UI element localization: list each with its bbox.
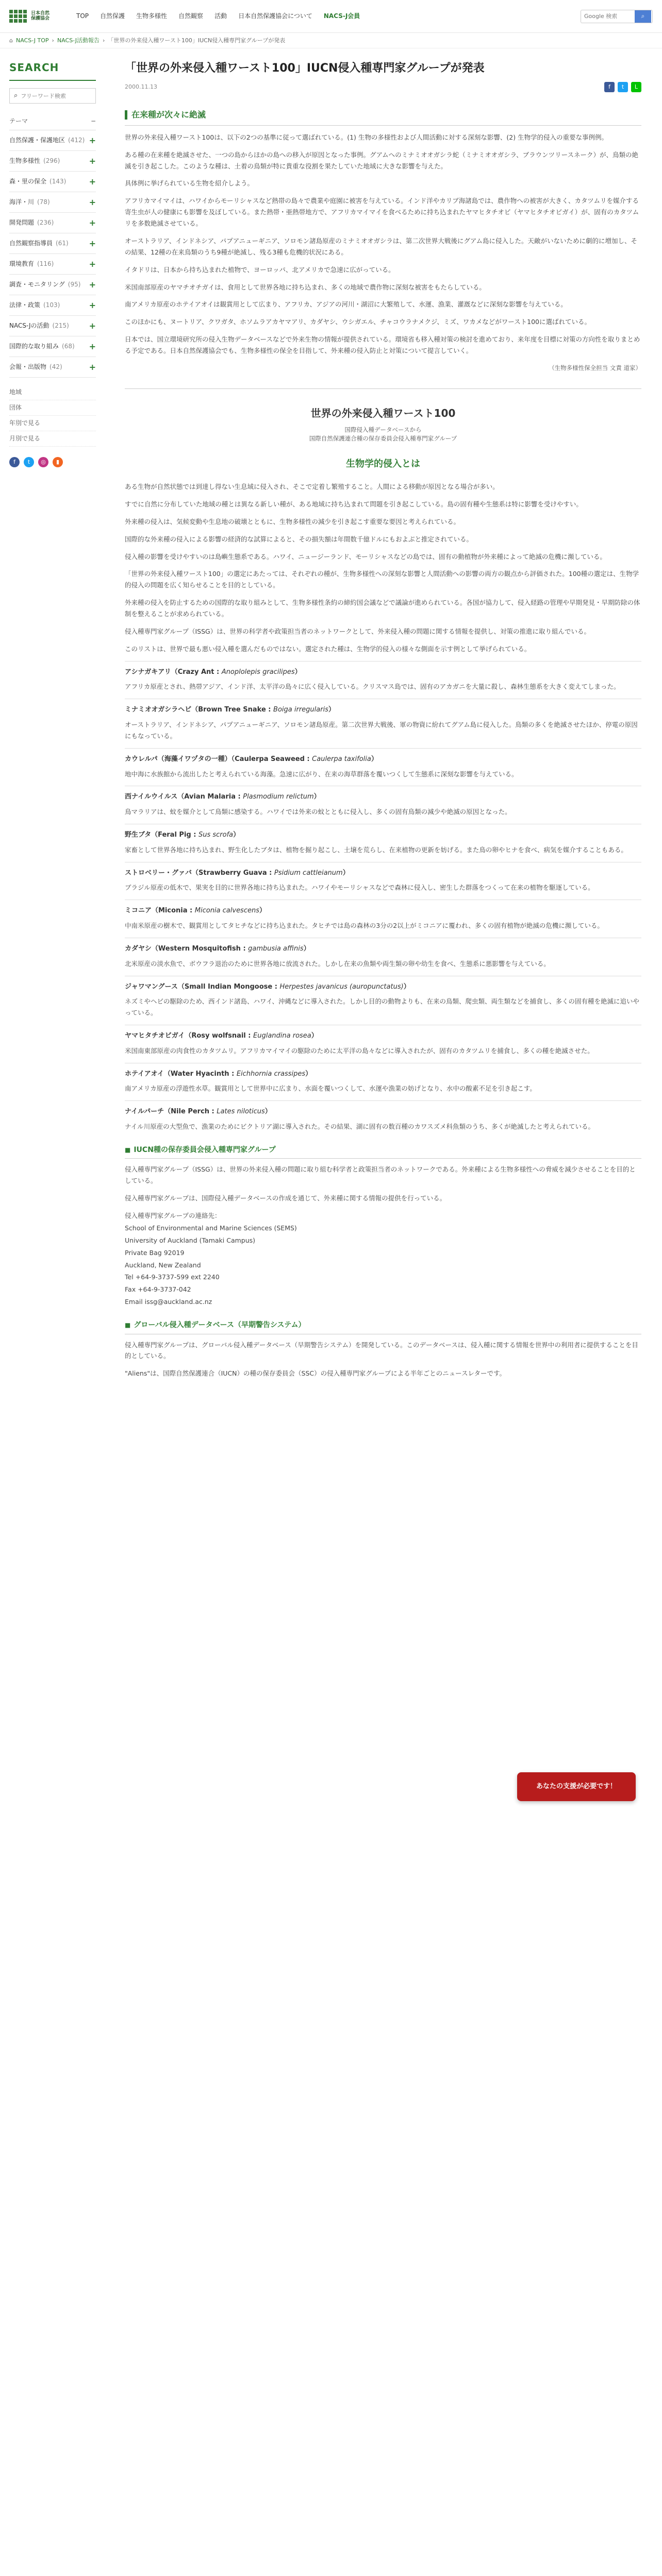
species-name xyxy=(125,1106,641,1118)
sidebar-search-input[interactable] xyxy=(21,93,88,99)
section-paragraph: 日本では、国立環境研究所の侵入生物データベースなどで外来生物の情報が提供されている。環境省も移入種対策の検討を進めており、来年度を目標に対策の方向性を取りまとめる予定である。日本自然保護協会でも、生物多様性の保全を目指して、外来種の侵入防止と対策について提言していく。 xyxy=(125,335,640,355)
global-nav xyxy=(76,11,581,22)
section-paragraph: 南アメリカ原産のホテイアオイは観賞用として広まり、アフリカ、アジアの河川・湖沼に大繁殖して、水運、漁業、灌漑などに深刻な影響を与えている。 xyxy=(125,300,567,309)
species-name xyxy=(125,704,641,716)
sidebar-category-count: (103) xyxy=(43,301,60,309)
social-links xyxy=(9,457,96,467)
species-description: 北米原産の淡水魚で、ボウフラ退治のために世界各地に放流された。しかし在来の魚類や両生類の卵や幼生を食べ、生態系に悪影響を与えている。 xyxy=(125,959,550,968)
section-signature: （生物多様性保全担当 文責 道家） xyxy=(549,364,641,371)
share-buttons xyxy=(604,82,641,92)
species-description: オーストラリア、インドネシア、パプアニューギニア、ソロモン諸島原産。第二次世界大戦後、軍の物資に紛れてグアム島に侵入した。鳥類の多くを絶滅させたほか、停電の原因にもなっている。 xyxy=(125,721,638,740)
species-scientific-name: Anoplolepis gracilipes xyxy=(221,668,295,676)
species-name-close: ） xyxy=(233,831,240,839)
document-paragraph: 「世界の外来侵入種ワースト100」の選定にあたっては、それぞれの種が、生物多様性への深刻な影響と人間活動への影響の両方の観点から評価された。100種の選定は、生物学的侵入の問題を広く知らせることを目的としている。 xyxy=(125,570,639,589)
species-entry xyxy=(125,786,641,818)
species-entry xyxy=(125,748,641,780)
document-title: 世界の外来侵入種ワースト100 xyxy=(310,407,456,420)
species-scientific-name: Herpestes javanicus (auropunctatus) xyxy=(279,982,404,991)
species-name-close: ） xyxy=(259,907,267,915)
sidebar-category-count: (95) xyxy=(68,281,81,288)
page-title: 「世界の外来侵入種ワースト100」IUCN侵入種専門家グループが発表 xyxy=(125,62,485,75)
species-common-name: ストロベリー・グァバ（Strawberry Guava : xyxy=(125,869,274,877)
species-description: ブラジル原産の低木で、果実を目的に世界各地に持ち込まれた。ハワイやモーリシャスなどで森林に侵入し、密生した群落をつくって在来の植物を駆逐している。 xyxy=(125,884,594,892)
sidebar-category-label: 開発問題 xyxy=(9,219,35,226)
sidebar-category[interactable] xyxy=(9,151,96,172)
contact-line: Auckland, New Zealand xyxy=(125,1261,201,1269)
twitter-share-icon[interactable]: t xyxy=(618,82,628,92)
species-entry xyxy=(125,1100,641,1132)
sidebar-filter-item[interactable]: 地域 xyxy=(9,385,96,400)
species-common-name: 野生ブタ（Feral Pig : xyxy=(125,831,198,839)
section-paragraph: 米国南部原産のヤマチオチガイは、食用として世界各地に持ち込まれ、多くの地域で農作物に深刻な被害をもたらしている。 xyxy=(125,283,486,291)
species-description: 米国南東部原産の肉食性のカタツムリ。アフリカマイマイの駆除のために太平洋の島々などに導入されたが、固有のカタツムリを捕食し、多くの種を絶滅させた。 xyxy=(125,1046,594,1055)
species-name xyxy=(125,1069,641,1080)
species-name xyxy=(125,943,641,955)
species-scientific-name: Psidium cattleianum xyxy=(274,869,343,877)
document-paragraph: すでに自然に分布していた地域の種とは異なる新しい種が、ある地域に持ち込まれて問題を引き起こしている。島の固有種や生態系は特に影響を受けやすい。 xyxy=(125,500,583,508)
gisd-paragraph: "Aliens"は、国際自然保護連合（IUCN）の種の保存委員会（SSC）の侵入種専門家グループによる半年ごとのニュースレターです。 xyxy=(125,1369,506,1378)
sidebar-category-label: 環境教育 xyxy=(9,260,35,267)
home-icon: ⌂ xyxy=(9,37,13,44)
species-scientific-name: gambusia affinis xyxy=(248,944,304,953)
sidebar-category[interactable] xyxy=(9,213,96,233)
breadcrumb-reports[interactable]: NACS-J活動報告 xyxy=(57,37,100,44)
site-header xyxy=(0,0,662,33)
contact-line: University of Auckland (Tamaki Campus) xyxy=(125,1236,256,1244)
sidebar-category-label: NACS-Jの活動 xyxy=(9,322,49,329)
twitter-icon[interactable]: t xyxy=(24,457,34,467)
section-body xyxy=(125,132,641,357)
plus-icon[interactable]: + xyxy=(89,300,96,310)
species-scientific-name: Boiga irregularis xyxy=(273,706,328,714)
contact-line: School of Environmental and Marine Sciences (SEMS) xyxy=(125,1224,297,1232)
plus-icon[interactable]: + xyxy=(89,238,96,248)
species-entry xyxy=(125,699,641,742)
species-common-name: ホテイアオイ（Water Hyacinth : xyxy=(125,1070,237,1078)
plus-icon[interactable]: + xyxy=(89,135,96,145)
issg-body xyxy=(125,1164,641,1204)
species-scientific-name: Miconia calvescens xyxy=(194,907,259,915)
species-common-name: ナイルパーチ（Nile Perch : xyxy=(125,1108,217,1116)
gisd-paragraph: 侵入種専門家グループは、グローバル侵入種データベース（早期警告システム）を開発している。このデータベースは、侵入種に関する情報を世界中の利用者に提供することを目的としている。 xyxy=(125,1341,638,1360)
species-scientific-name: Eichhornia crassipes xyxy=(236,1070,306,1078)
sidebar-category-label-group xyxy=(9,176,66,187)
sidebar-category-count: (68) xyxy=(62,343,75,350)
sidebar-category-count: (296) xyxy=(43,157,60,164)
species-scientific-name: Sus scrofa xyxy=(198,831,234,839)
species-entry xyxy=(125,661,641,693)
sidebar-category-label-group xyxy=(9,197,50,208)
sidebar-category-label: 自然保護・保護地区 xyxy=(9,137,65,144)
plus-icon[interactable]: + xyxy=(89,197,96,207)
species-name xyxy=(125,829,641,841)
species-name-close: ） xyxy=(311,1032,318,1040)
species-name-close: ） xyxy=(303,944,310,953)
issg-heading: ■ IUCN種の保存委員会侵入種専門家グループ xyxy=(125,1144,641,1159)
contact-line: Tel +64-9-3737-599 ext 2240 xyxy=(125,1273,220,1281)
sidebar-category[interactable] xyxy=(9,130,96,151)
species-name xyxy=(125,868,641,879)
section-heading: 在来種が次々に絶滅 xyxy=(125,105,641,126)
issg-contact xyxy=(125,1210,641,1308)
sidebar-category-label: 森・里の保全 xyxy=(9,178,47,185)
document-paragraph: 侵入種専門家グループ（ISSG）は、世界の科学者や政策担当者のネットワークとして、外来侵入種の問題に関する情報を提供し、対策の推進に取り組んでいる。 xyxy=(125,627,590,635)
facebook-share-icon[interactable]: f xyxy=(604,82,615,92)
nav-about[interactable]: 日本自然保護協会について xyxy=(238,12,312,20)
species-scientific-name: Euglandina rosea xyxy=(253,1032,311,1040)
sidebar-title: SEARCH xyxy=(9,59,96,81)
species-scientific-name: Caulerpa taxifolia xyxy=(312,755,371,763)
sidebar-search xyxy=(9,88,96,104)
breadcrumb-current: 「世界の外来侵入種ワースト100」IUCN侵入種専門家グループが発表 xyxy=(108,37,286,44)
species-name-close: ） xyxy=(403,982,410,991)
species-description: 家畜として世界各地に持ち込まれ、野生化したブタは、植物を掘り起こし、土壌を荒らし、在来植物の更新を妨げる。また鳥の卵やヒナを食べ、病気を媒介することもある。 xyxy=(125,845,627,854)
sidebar-category-label: 会報・出版物 xyxy=(9,363,47,370)
sidebar-category-label-group xyxy=(9,279,80,290)
species-common-name: ジャワマングース（Small Indian Mongoose : xyxy=(125,982,280,991)
nav-nature-observation[interactable]: 自然観察 xyxy=(178,12,204,20)
species-name xyxy=(125,754,641,766)
species-name xyxy=(125,791,641,803)
species-entry xyxy=(125,976,641,1019)
sidebar-category-count: (78) xyxy=(37,198,50,206)
sidebar-category[interactable] xyxy=(9,357,96,378)
species-name xyxy=(125,981,641,993)
section-paragraph: アフリカマイマイは、ハワイからモーリシャスなど熱帯の島々で農業や庭園に被害を与えている。インド洋やカリブ海諸島では、農作物への被害が大きく、カタツムリを媒介する寄生虫が人の健康にも影響を及ぼしている。また熱帯・亜熱帯地方で、アフリカマイマイを食べるために持ち込まれたヤマヒタチオビ（ヤマヒタチオビガイ）が、固有のカタツムリを多数絶滅させている。 xyxy=(125,197,639,228)
species-scientific-name: Plasmodium relictum xyxy=(243,793,314,801)
species-list xyxy=(125,661,641,1132)
sidebar xyxy=(0,48,103,1385)
species-description: 鳥マラリアは、蚊を媒介として鳥類に感染する。ハワイでは外来の蚊とともに侵入し、多くの固有鳥類の減少や絶滅の原因となった。 xyxy=(125,808,511,816)
plus-icon[interactable]: + xyxy=(89,176,96,187)
species-name-close: ） xyxy=(313,793,321,801)
document-paragraph: 国際的な外来種の侵入による影響の経済的な試算によると、その損失額は年間数千億ドルにもおよぶと推定されている。 xyxy=(125,535,473,543)
species-name-close: ） xyxy=(328,706,335,714)
sidebar-category-count: (143) xyxy=(49,178,67,185)
sidebar-category[interactable] xyxy=(9,192,96,213)
contact-line: Fax +64-9-3737-042 xyxy=(125,1285,191,1294)
plus-icon[interactable]: + xyxy=(89,156,96,166)
document-paragraph: 外来種の侵入を防止するための国際的な取り組みとして、生物多様性条約の締約国会議などで議論が進められている。各国が協力して、侵入経路の管理や早期発見・早期防除の体制を整えることが求められている。 xyxy=(125,599,640,618)
google-search-button[interactable] xyxy=(635,10,651,23)
logo-text: 日本自然 保護協会 xyxy=(31,10,50,21)
sidebar-category-count: (61) xyxy=(56,240,69,247)
sidebar-category[interactable] xyxy=(9,295,96,316)
sidebar-category-count: (116) xyxy=(37,260,54,267)
species-name-close: ） xyxy=(371,755,378,763)
theme-label: テーマ − xyxy=(9,113,96,130)
section-paragraph: 世界の外来侵入種ワースト100は、以下の2つの基準に従って選ばれている。(1) 生物の多様性および人間活動に対する深刻な影響、(2) 生物学的侵入の重要な事例例。 xyxy=(125,133,608,141)
sidebar-category-label-group xyxy=(9,156,60,166)
article xyxy=(103,48,641,1385)
section-paragraph: オーストラリア、インドネシア、パプアニューギニア、ソロモン諸島原産のミナミオオガシラは、第二次世界大戦後にグアム島に侵入した。天敵がいないために劇的に増加し、その結果、12種の在来鳥類のうち9種が絶滅し、残る3種も危機的状況にある。 xyxy=(125,236,638,256)
contact-line: Private Bag 92019 xyxy=(125,1248,185,1257)
search-icon: ⌕ xyxy=(14,91,18,99)
article-date: 2000.11.13 xyxy=(125,83,157,91)
species-description: ナイル川原産の大型魚で、漁業のためにビクトリア湖に導入された。その結果、湖に固有の数百種のカワスズメ科魚類のうち、多くが絶滅したと考えられている。 xyxy=(125,1123,595,1131)
sidebar-category-label-group xyxy=(9,320,69,331)
breadcrumb-home[interactable]: NACS-J TOP xyxy=(15,37,49,44)
nav-membership[interactable]: NACS-J会員 xyxy=(323,12,360,20)
sidebar-category-label-group xyxy=(9,135,85,146)
species-name-close: ） xyxy=(305,1070,312,1078)
sidebar-category-label-group xyxy=(9,259,54,269)
sidebar-category-label: 海洋・川 xyxy=(9,198,35,206)
breadcrumb-separator-icon: › xyxy=(103,37,105,44)
breadcrumb-separator-icon: › xyxy=(52,37,54,44)
breadcrumb xyxy=(0,33,662,48)
sidebar-category-label: 生物多様性 xyxy=(9,157,41,164)
sidebar-category-count: (236) xyxy=(37,219,54,226)
gisd-heading: ■ グローバル侵入種データベース（早期警告システム） xyxy=(125,1319,641,1334)
document-paragraph: ある生物が自然状態では到達し得ない生息域に侵入され、そこで定着し繁殖すること。人間による移動が原因となる場合が多い。 xyxy=(125,483,499,491)
species-common-name: ヤマヒタチオビガイ（Rosy wolfsnail : xyxy=(125,1032,254,1040)
line-share-icon[interactable]: L xyxy=(631,82,641,92)
sidebar-filter-item[interactable]: 団体 xyxy=(9,400,96,416)
species-name xyxy=(125,905,641,917)
rss-icon[interactable]: ▮ xyxy=(53,457,63,467)
google-search-input[interactable] xyxy=(581,13,635,20)
species-common-name: アシナガキアリ（Crazy Ant : xyxy=(125,668,222,676)
section-paragraph: 具体例に挙げられている生物を紹介しよう。 xyxy=(125,179,254,188)
species-name-close: ） xyxy=(294,668,302,676)
sidebar-category-count: (412) xyxy=(68,137,85,144)
document-body xyxy=(125,481,641,655)
section-paragraph: イタドリは、日本から持ち込まれた植物で、ヨーロッパ、北アメリカで急速に広がっている。 xyxy=(125,265,395,274)
sidebar-category-label-group xyxy=(9,217,54,228)
gisd-body xyxy=(125,1340,641,1380)
section-paragraph: このほかにも、ヌートリア、クワガタ、ホソムラアカヤマアリ、カダヤシ、ウシガエル、チャコウラナメクジ、ミズ、ワカメなどがワースト100に選ばれている。 xyxy=(125,318,591,326)
issg-paragraph: 侵入種専門家グループ（ISSG）は、世界の外来侵入種の問題に取り組む科学者と政策担当者のネットワークである。外来種による生物多様性への脅威を減少させることを目的としている。 xyxy=(125,1165,636,1185)
search-icon: ⌕ xyxy=(641,12,645,20)
sidebar-category[interactable] xyxy=(9,254,96,275)
plus-icon[interactable]: + xyxy=(89,362,96,372)
plus-icon[interactable]: + xyxy=(89,279,96,290)
category-list xyxy=(9,130,96,378)
nav-biodiversity[interactable]: 生物多様性 xyxy=(136,12,168,20)
contact-line: 侵入種専門家グループの連絡先： xyxy=(125,1212,221,1220)
donate-cta-button[interactable]: あなたの支援が必要です！ xyxy=(517,1772,636,1801)
sidebar-category[interactable] xyxy=(9,336,96,357)
contact-line[interactable]: Email issg@auckland.ac.nz xyxy=(125,1298,212,1306)
species-entry xyxy=(125,900,641,931)
species-entry xyxy=(125,938,641,970)
species-entry xyxy=(125,862,641,894)
species-common-name: ミナミオオガシラヘビ（Brown Tree Snake : xyxy=(125,706,274,714)
species-description: アフリカ原産とされ、熱帯アジア、インド洋、太平洋の島々に広く侵入している。クリスマス島では、固有のアカガニを大量に殺し、森林生態系を大きく変えてしまった。 xyxy=(125,683,620,691)
document-subtitle: 国際侵入種データベースから 国際自然保護連合種の保存委員会侵入種専門家グループ xyxy=(309,426,457,443)
plus-icon[interactable]: + xyxy=(89,341,96,351)
species-common-name: 西ナイルウイルス（Avian Malaria : xyxy=(125,793,243,801)
species-description: 南アメリカ原産の浮遊性水草。観賞用として世界中に広まり、水面を覆いつくして、水運や漁業の妨げとなり、水中の酸素不足を引き起こす。 xyxy=(125,1084,536,1093)
sidebar-category[interactable] xyxy=(9,316,96,336)
sidebar-category-label: 国際的な取り組み xyxy=(9,343,59,350)
species-scientific-name: Lates niloticus xyxy=(217,1108,265,1116)
species-name-close: ） xyxy=(264,1108,272,1116)
issg-paragraph: 侵入種専門家グループは、国際侵入種データベースの作成を通じて、外来種に関する情報の提供を行っている。 xyxy=(125,1194,446,1202)
document-heading: 生物学的侵入とは xyxy=(346,458,420,469)
species-common-name: カダヤシ（Western Mosquitofish : xyxy=(125,944,249,953)
species-description: ネズミやヘビの駆除のため、西インド諸島、ハワイ、沖縄などに導入された。しかし目的の動物よりも、在来の鳥類、爬虫類、両生類などを捕食し、多くの固有種を絶滅に追いやっている。 xyxy=(125,997,640,1017)
species-entry xyxy=(125,1025,641,1057)
instagram-icon[interactable]: ◎ xyxy=(38,457,48,467)
species-name xyxy=(125,667,641,679)
plus-icon[interactable]: + xyxy=(89,217,96,228)
species-entry xyxy=(125,1063,641,1095)
document-paragraph: 侵入種の影響を受けやすいのは島嶼生態系である。ハワイ、ニュージーランド、モーリシャスなどの島では、固有の動植物が外来種によって絶滅の危機に瀕している。 xyxy=(125,552,606,561)
sidebar-category-label: 法律・政策 xyxy=(9,301,41,309)
sidebar-category-count: (42) xyxy=(49,363,62,370)
species-entry xyxy=(125,824,641,856)
sidebar-category-label: 調査・モニタリング xyxy=(9,281,65,288)
sidebar-category-label-group xyxy=(9,362,62,372)
species-common-name: カウレルパ（海藻イワヅタの一種）（Caulerpa Seaweed : xyxy=(125,755,312,763)
nav-activities[interactable]: 活動 xyxy=(214,12,227,20)
species-description: 中南米原産の樹木で、観賞用としてタヒチなどに持ち込まれた。タヒチでは島の森林の3分の2以上がミコニアに覆われ、多くの固有植物が絶滅の危機に瀕している。 xyxy=(125,922,604,930)
sidebar-category[interactable] xyxy=(9,275,96,295)
species-name-close: ） xyxy=(342,869,350,877)
plus-icon[interactable]: + xyxy=(89,320,96,331)
plus-icon[interactable]: + xyxy=(89,259,96,269)
site-logo[interactable] xyxy=(9,10,61,23)
species-description: 地中海に水族館から流出したと考えられている海藻。急速に広がり、在来の海草群落を覆いつくして生態系に深刻な影響を与えている。 xyxy=(125,770,518,778)
google-search xyxy=(581,10,653,23)
article-meta xyxy=(125,82,641,92)
sidebar-category[interactable] xyxy=(9,172,96,192)
facebook-icon[interactable]: f xyxy=(9,457,20,467)
chevron-down-icon: − xyxy=(90,117,96,125)
sidebar-category-label-group xyxy=(9,300,60,311)
logo-mark-icon xyxy=(9,10,27,23)
sidebar-filter-item[interactable]: 年別で見る xyxy=(9,416,96,431)
sidebar-filter-item[interactable]: 月別で見る xyxy=(9,431,96,447)
document-paragraph: このリストは、世界で最も悪い侵入種を選んだものではない。選定された種は、生物学的侵入の様々な側面を示す例として挙げられている。 xyxy=(125,645,531,653)
sidebar-category-label: 自然観察指導員 xyxy=(9,240,53,247)
sidebar-category-label-group xyxy=(9,238,69,249)
species-common-name: ミコニア（Miconia : xyxy=(125,907,195,915)
sidebar-category-count: (215) xyxy=(52,322,69,329)
species-name xyxy=(125,1030,641,1042)
nav-conservation[interactable]: 自然保護 xyxy=(100,12,125,20)
divider xyxy=(125,388,641,389)
sidebar-category-label-group xyxy=(9,341,75,352)
nav-top[interactable]: TOP xyxy=(76,12,89,20)
document-paragraph: 外来種の侵入は、気候変動や生息地の破壊とともに、生物多様性の減少を引き起こす重要な要因と考えられている。 xyxy=(125,517,460,526)
filter-list xyxy=(9,385,96,447)
sidebar-category[interactable] xyxy=(9,233,96,254)
section-paragraph: ある種の在来種を絶滅させた、一つの島からほかの島への移入が原因となった事例。グアムへのミナミオオガシラ蛇（ミナミオオガシラ、ブラウンツリースネーク）が、鳥類の絶滅を引き起こした。このような種は、土着の鳥類が特に貴重な役割を果たしていた地域に大きな影響を与えた。 xyxy=(125,150,639,170)
